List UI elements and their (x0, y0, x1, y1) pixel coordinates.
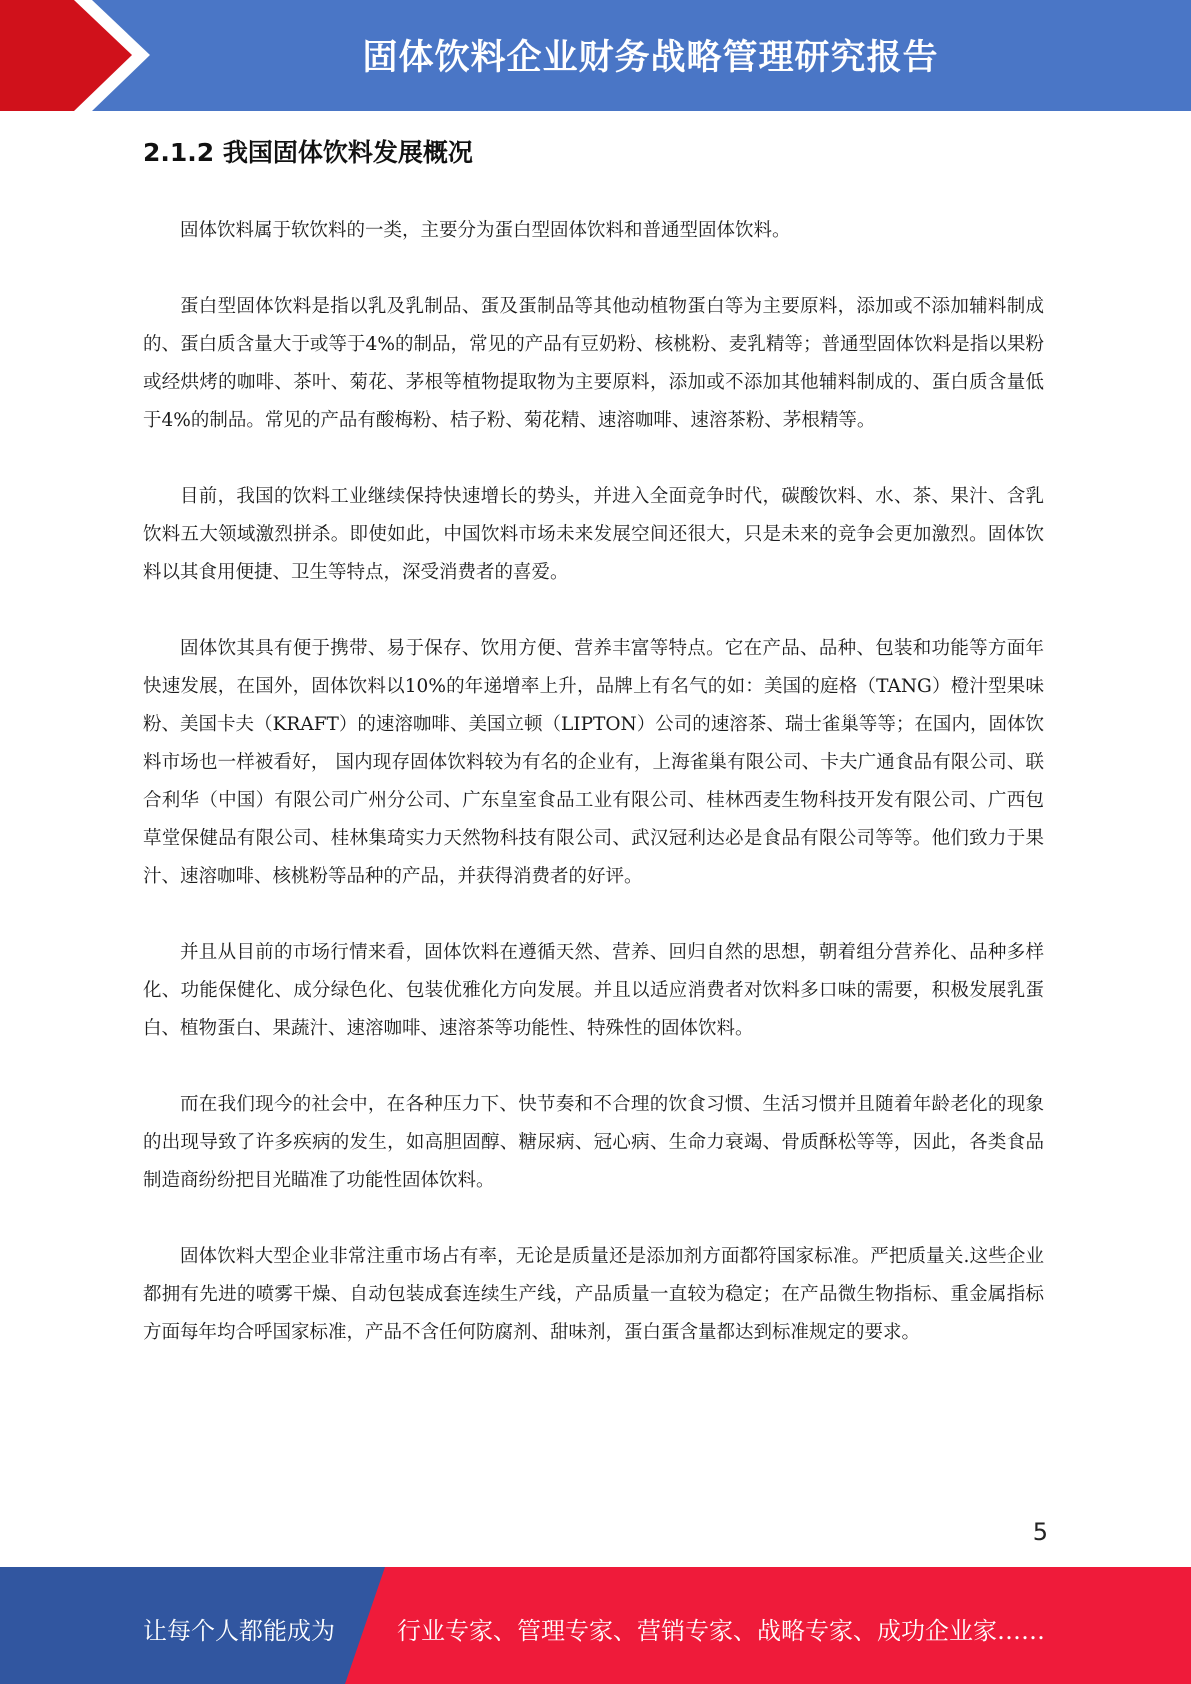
page-header (0, 0, 1191, 111)
paragraph: 固体饮其具有便于携带、易于保存、饮用方便、营养丰富等特点。它在产品、品种、包装和功能等方面年快速发展，在国外，固体饮料以10%的年递增率上升，品牌上有名气的如：美国的庭格（TANG）橙汁型果味粉、美国卡夫（KRAFT）的速溶咖啡、美国立顿（LIPTON）公司的速溶茶、瑞士雀巢等等；在国内，固体饮料市场也一样被看好， 国内现存固体饮料较为有名的企业有，上海雀巢有限公司、卡夫广通食品有限公司、联合利华（中国）有限公司广州分公司、广东皇室食品工业有限公司、桂林西麦生物科技开发有限公司、广西包草堂保健品有限公司、桂林集琦实力天然物科技有限公司、武汉冠利达必是食品有限公司等等。他们致力于果汁、速溶咖啡、核桃粉等品种的产品，并获得消费者的好评。 (143, 638, 1044, 887)
section-heading: 2.1.2 我国固体饮料发展概况 (143, 138, 473, 167)
footer-slogan-left: 让每个人都能成为 (143, 1617, 335, 1645)
paragraph: 固体饮料大型企业非常注重市场占有率，无论是质量还是添加剂方面都符国家标准。严把质量关.这些企业都拥有先进的喷雾干燥、自动包装成套连续生产线，产品质量一直较为稳定；在产品微生物指标、重金属指标方面每年均合呼国家标准，产品不含任何防腐剂、甜味剂，蛋白蛋含量都达到标准规定的要求。 (143, 1246, 1044, 1343)
paragraph: 固体饮料属于软饮料的一类，主要分为蛋白型固体饮料和普通型固体饮料。 (180, 220, 791, 241)
footer-slogan-right: 行业专家、管理专家、营销专家、战略专家、成功企业家…… (397, 1617, 1045, 1645)
body-text (143, 212, 1044, 1390)
paragraph: 并且从目前的市场行情来看，固体饮料在遵循天然、营养、回归自然的思想，朝着组分营养化、品种多样化、功能保健化、成分绿色化、包装优雅化方向发展。并且以适应消费者对饮料多口味的需要，积极发展乳蛋白、植物蛋白、果蔬汁、速溶咖啡、速溶茶等功能性、特殊性的固体饮料。 (143, 942, 1044, 1039)
paragraph: 而在我们现今的社会中，在各种压力下、快节奏和不合理的饮食习惯、生活习惯并且随着年龄老化的现象的出现导致了许多疾病的发生，如高胆固醇、糖尿病、冠心病、生命力衰竭、骨质酥松等等，因此，各类食品制造商纷纷把目光瞄准了功能性固体饮料。 (143, 1094, 1044, 1191)
report-title: 固体饮料企业财务战略管理研究报告 (362, 38, 939, 78)
page-footer (0, 1567, 1191, 1684)
page-number: 5 (1032, 1518, 1048, 1546)
paragraph: 蛋白型固体饮料是指以乳及乳制品、蛋及蛋制品等其他动植物蛋白等为主要原料，添加或不添加辅料制成的、蛋白质含量大于或等于4%的制品，常见的产品有豆奶粉、核桃粉、麦乳精等；普通型固体饮料是指以果粉或经烘烤的咖啡、茶叶、菊花、茅根等植物提取物为主要原料，添加或不添加其他辅料制成的、蛋白质含量低于4%的制品。常见的产品有酸梅粉、桔子粉、菊花精、速溶咖啡、速溶茶粉、茅根精等。 (143, 296, 1044, 431)
header-arrow-decoration (0, 0, 160, 111)
paragraph: 目前，我国的饮料工业继续保持快速增长的势头，并进入全面竞争时代，碳酸饮料、水、茶、果汁、含乳饮料五大领域激烈拼杀。即使如此，中国饮料市场未来发展空间还很大，只是未来的竞争会更加激烈。固体饮料以其食用便捷、卫生等特点，深受消费者的喜爱。 (143, 486, 1044, 583)
